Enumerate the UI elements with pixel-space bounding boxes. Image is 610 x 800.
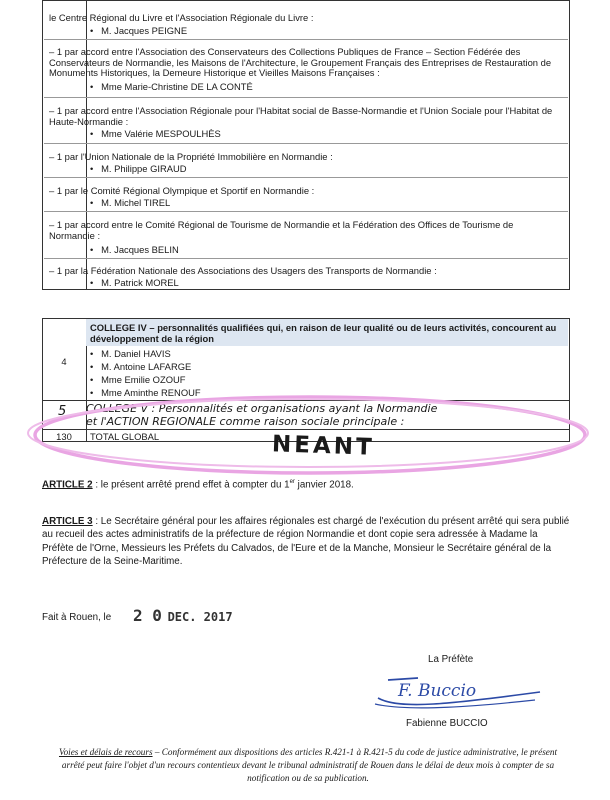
list-item: – 1 par le Comité Régional Olympique et Sportif en Normandie : (49, 185, 315, 196)
article-3-label: ARTICLE 3 (42, 516, 93, 527)
pink-marker-circle (20, 380, 595, 490)
member-name: • M. Philippe GIRAUD (90, 163, 187, 174)
signatory-name: Fabienne BUCCIO (406, 718, 488, 729)
member-name: • M. Jacques BELIN (90, 244, 179, 255)
member-name: • Mme Aminthe RENOUF (90, 387, 201, 398)
article-2-label: ARTICLE 2 (42, 479, 93, 491)
list-item: le Centre Régional du Livre et l'Association Régionale du Livre : (49, 12, 314, 23)
list-item: – 1 par accord entre l'Association des Conservateurs des Collections Publiques de France – Section Fédérée des Conservateurs de Normandie, les Maisons de l'Architecture, le Groupement Français des Entreprises de Restauration de Monuments Historiques, la Demeure Historique et Vieilles Maisons Françaises : (49, 46, 552, 79)
total-label: TOTAL GLOBAL (90, 431, 160, 442)
svg-text:F. Buccio: F. Buccio (398, 681, 477, 701)
row-divider (44, 258, 568, 259)
article-3: ARTICLE 3 : Le Secrétaire général pour les affaires régionales est chargé de l'exécution du présent arrêté qui sera publié au recueil des actes administratifs de la préfecture de région Normandie et dont copie sera adressée à Madame la Préfète de l'Orne, Messieurs les Préfets du Calvados, de l'Eure et de la Manche, Monsieur le Secrétaire général de la Préfecture de la Seine-Maritime. (42, 516, 570, 568)
top-table-left-column (43, 1, 87, 289)
college5-count: 5 (58, 404, 67, 419)
list-item: – 1 par l'Union Nationale de la Propriété Immobilière en Normandie : (49, 151, 333, 162)
row-divider (44, 97, 568, 98)
row-divider (44, 143, 568, 144)
member-name: • M. Jacques PEIGNE (90, 25, 188, 36)
row-divider (44, 211, 568, 212)
college5-line2: et l'ACTION REGIONALE comme raison sociale principale : (86, 415, 405, 428)
list-item: – 1 par accord entre l'Association Régionale pour l'Habitat social de Basse-Normandie et l'Union Sociale pour l'Habitat de Haute-Normandie : (49, 105, 553, 127)
college4-header: COLLEGE IV – personnalités qualifiées qui, en raison de leur qualité ou de leurs activités, concourent au développement de la région (90, 322, 557, 344)
college5-line1: COLLEGE V : Personnalités et organisations ayant la Normandie (86, 402, 438, 415)
member-name: • Mme Emilie OZOUF (90, 374, 186, 385)
college4-count: 4 (61, 356, 67, 367)
member-name: • M. Antoine LAFARGE (90, 361, 192, 372)
signature-graphic (370, 670, 545, 715)
list-item: – 1 par accord entre le Comité Régional de Tourisme de Normandie et la Fédération des Offices de Tourisme de Normandie : (49, 219, 514, 241)
neant-text: NEANT (271, 431, 376, 461)
date-stamp-month: DEC. 2017 (167, 610, 233, 624)
member-name: • M. Daniel HAVIS (90, 348, 171, 359)
date-stamp (133, 606, 233, 625)
date-stamp-day: 2 0 (133, 606, 162, 625)
signatory-title: La Préfète (428, 654, 474, 665)
member-name: • M. Patrick MOREL (90, 277, 179, 288)
row-divider (44, 39, 568, 40)
member-name: • M. Michel TIREL (90, 197, 171, 208)
member-name: • Mme Marie-Christine DE LA CONTÉ (90, 81, 253, 92)
appeal-notice: Voies et délais de recours – Conformément aux dispositions des articles R.421-1 à R.421-5 du code de justice administrative, le présent arrêté peut faire l'objet d'un recours contentieux devant le tribunal administratif de Rouen dans le délai de deux mois à compter de sa notification ou de sa publication. (58, 747, 557, 783)
place-date-label: Fait à Rouen, le (42, 612, 112, 623)
total-count: 130 (56, 431, 72, 442)
row-divider (44, 177, 568, 178)
list-item: – 1 par la Fédération Nationale des Associations des Usagers des Transports de Normandie : (49, 265, 437, 276)
appeal-notice-title: Voies et délais de recours (58, 747, 153, 757)
article-2: ARTICLE 2 : le présent arrêté prend effet à compter du 1er janvier 2018. (42, 479, 354, 491)
member-name: • Mme Valérie MESPOULHÈS (90, 128, 221, 139)
